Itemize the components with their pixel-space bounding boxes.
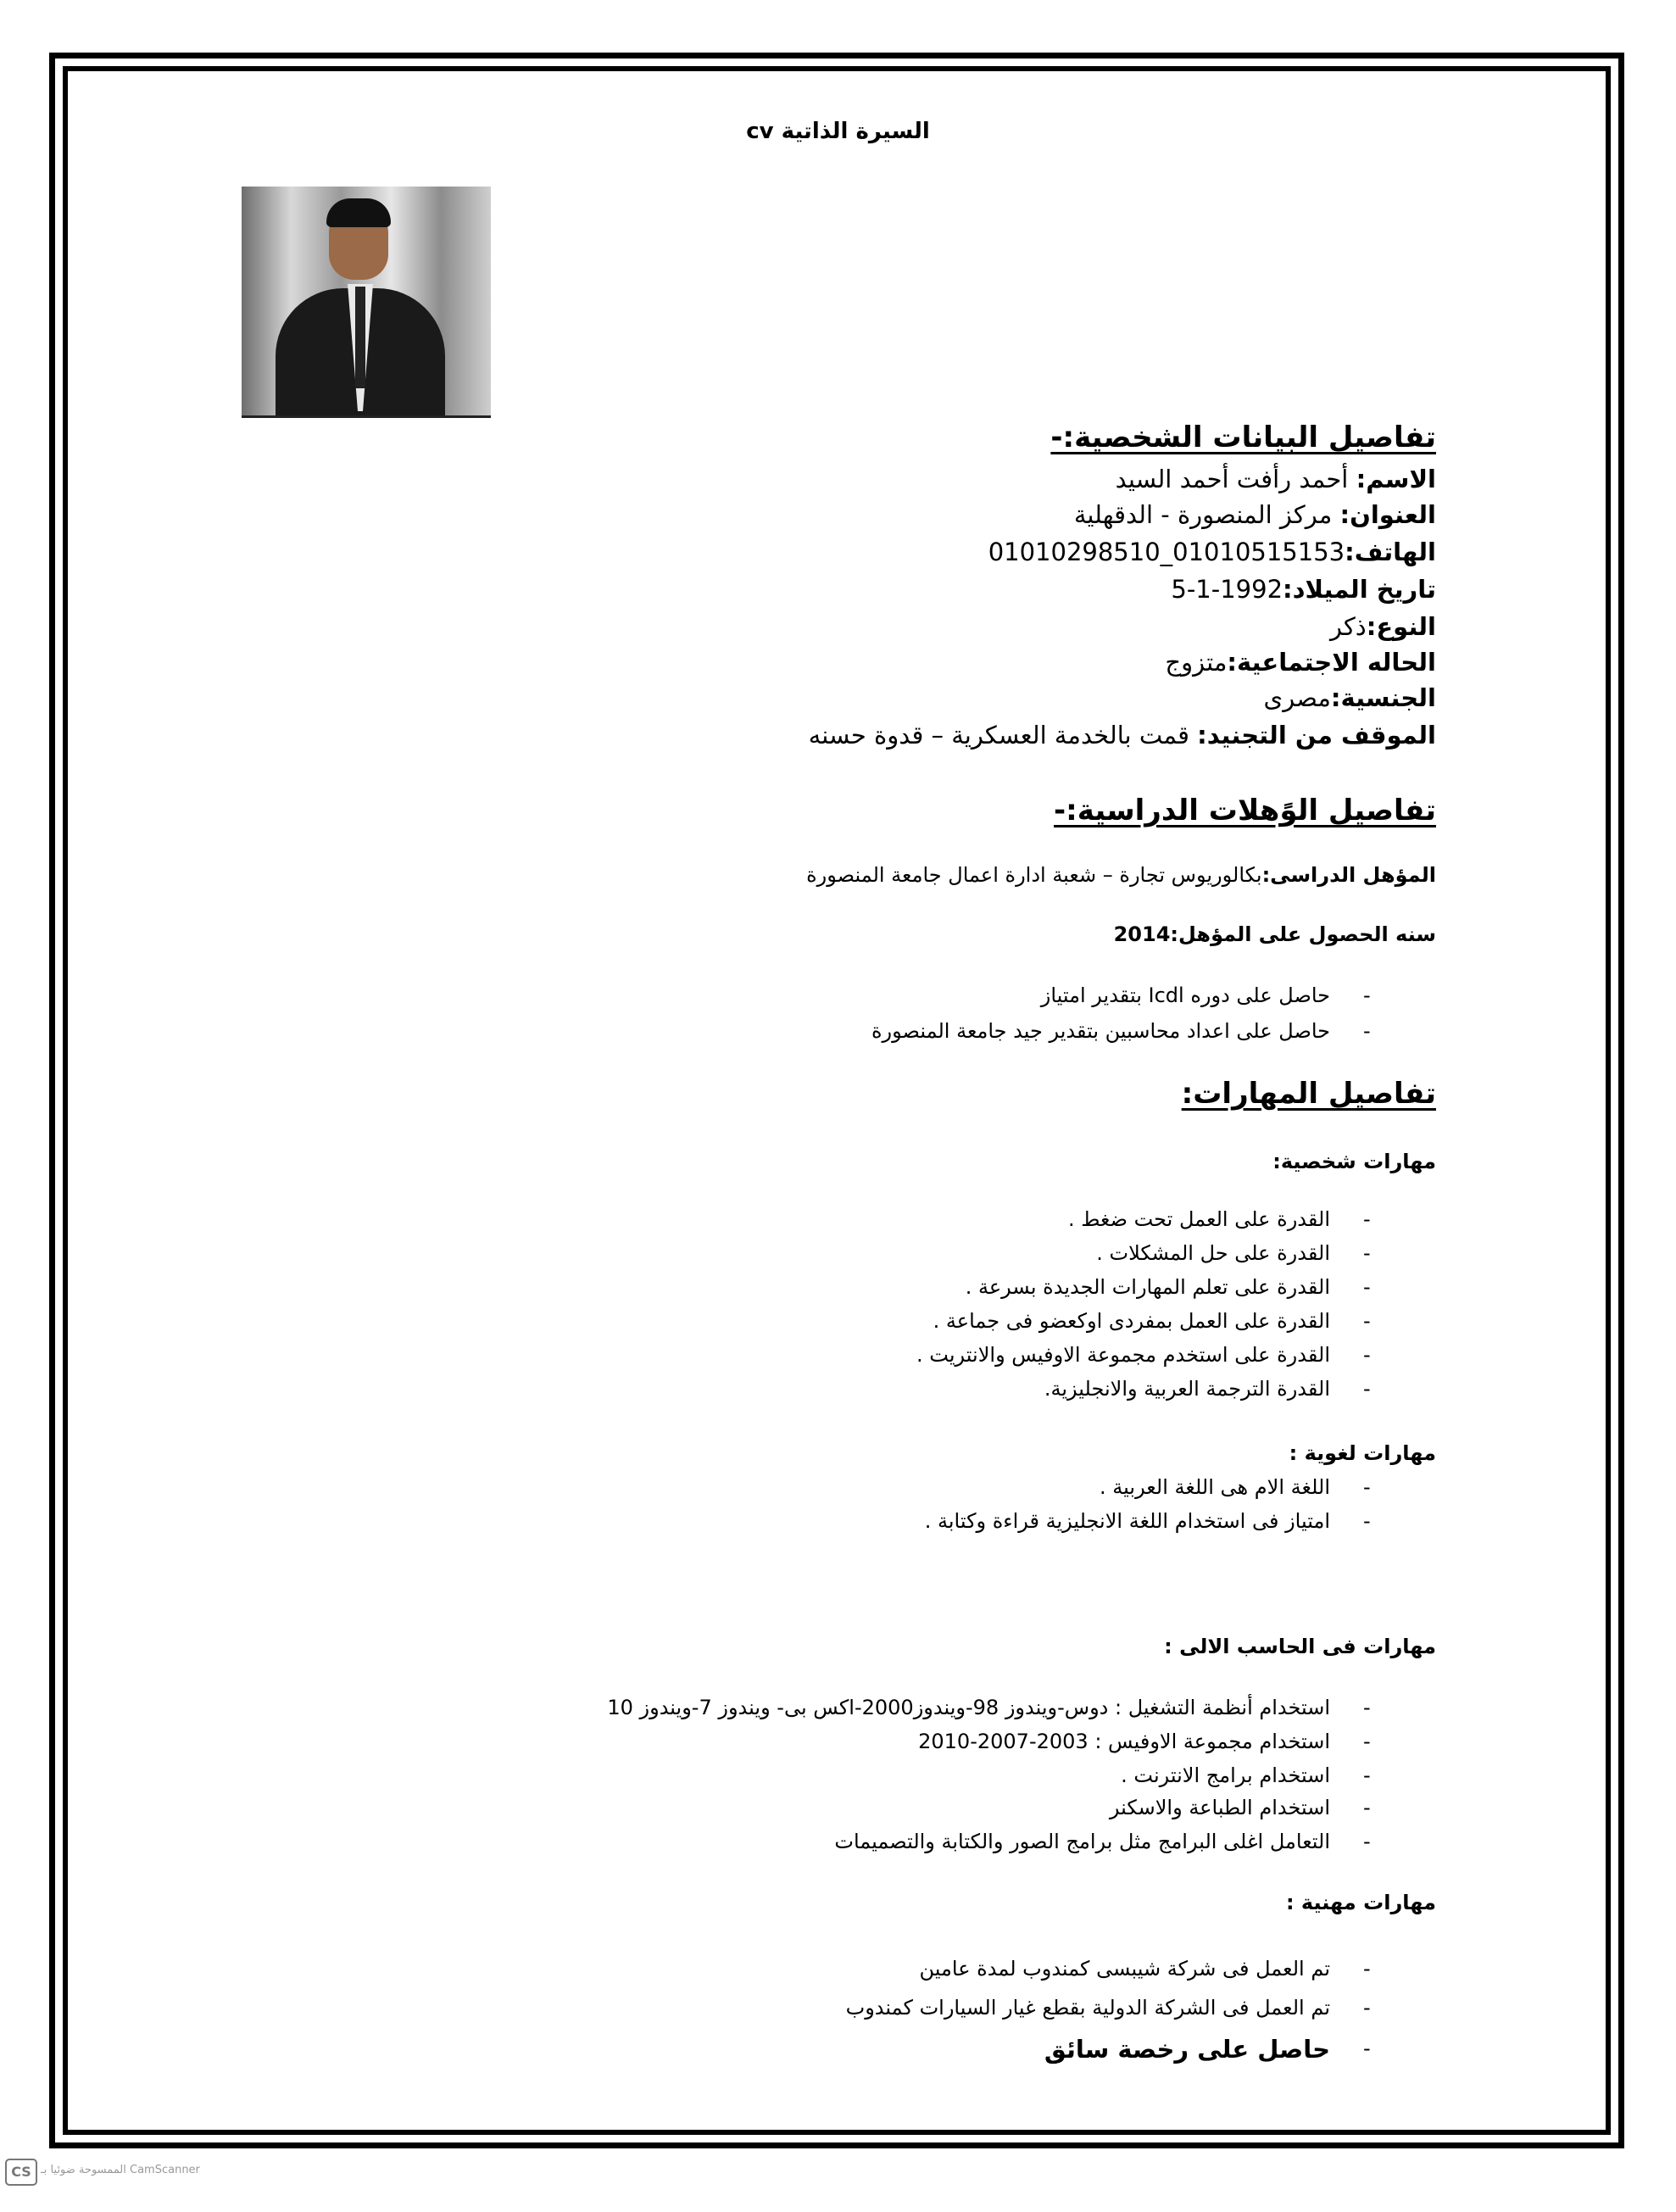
address-value: مركز المنصورة - الدقهلية — [1073, 500, 1340, 529]
name-value: أحمد رأفت أحمد السيد — [1115, 465, 1356, 493]
marital-row — [1165, 648, 1436, 677]
address-row — [1074, 500, 1436, 529]
computer-skills-heading: مهارات فى الحاسب الالى : — [1164, 1635, 1436, 1658]
personal-skills-heading: مهارات شخصية: — [1272, 1150, 1436, 1173]
language-skill-item: امتياز فى استخدام اللغة الانجليزية قراءة وكتابة . — [924, 1509, 1330, 1533]
address-label: العنوان: — [1339, 500, 1436, 529]
professional-skill-item: حاصل على رخصة سائق — [1044, 2035, 1330, 2064]
professional-skills-heading: مهارات مهنية : — [1285, 1891, 1436, 1914]
nationality-label: الجنسية: — [1330, 683, 1436, 712]
personal-skill-item: القدرة على استخدم مجموعة الاوفيس والانتريت . — [916, 1343, 1330, 1367]
year-row — [1114, 922, 1436, 946]
military-value: قمت بالخدمة العسكرية – قدوة حسنه — [808, 721, 1198, 749]
birth-row — [1171, 575, 1436, 604]
name-label: الاسم: — [1356, 465, 1436, 493]
profile-photo — [242, 187, 491, 418]
year-label: سنه الحصول على المؤهل: — [1170, 922, 1436, 946]
phone-row — [988, 538, 1436, 566]
professional-skill-item: تم العمل فى الشركة الدولية بقطع غيار السيارات كمندوب — [845, 1996, 1330, 2020]
gender-label: النوع: — [1366, 612, 1436, 641]
marital-value: متزوج — [1165, 648, 1228, 677]
language-skills-heading: مهارات لغوية : — [1289, 1441, 1436, 1465]
language-skill-item: اللغة الام هى اللغة العربية . — [1100, 1475, 1330, 1499]
phone-value: 01010298510_01010515153 — [988, 538, 1345, 566]
camscanner-logo: CS — [5, 2159, 37, 2186]
birth-label: تاريخ الميلاد: — [1283, 575, 1436, 604]
degree-value: بكالوريوس تجارة – شعبة ادارة اعمال جامعة المنصورة — [806, 863, 1262, 887]
personal-skill-item: القدرة الترجمة العربية والانجليزية. — [1044, 1377, 1330, 1401]
personal-heading: تفاصيل البيانات الشخصية:- — [1050, 421, 1436, 454]
personal-skill-item: القدرة على العمل تحت ضغط . — [1067, 1207, 1330, 1231]
birth-value: 5-1-1992 — [1171, 575, 1283, 604]
gender-row — [1330, 612, 1436, 641]
document-title: السيرة الذاتية cv — [746, 119, 930, 144]
professional-skill-item: تم العمل فى شركة شيبسى كمندوب لمدة عامين — [919, 1957, 1330, 1981]
military-row — [809, 721, 1436, 749]
personal-skill-item: القدرة على حل المشكلات . — [1096, 1241, 1330, 1265]
education-heading: تفاصيل الوًهلات الدراسية:- — [1054, 794, 1436, 827]
year-value: 2014 — [1113, 922, 1171, 946]
marital-label: الحاله الاجتماعية: — [1227, 648, 1436, 677]
name-row — [1116, 465, 1436, 493]
nationality-row — [1264, 683, 1437, 712]
computer-skill-item: استخدام مجموعة الاوفيس : 2003-2007-2010 — [918, 1730, 1330, 1753]
computer-skill-item: التعامل اغلى البرامج مثل برامج الصور والكتابة والتصميمات — [834, 1830, 1330, 1853]
phone-label: الهاتف: — [1345, 538, 1436, 566]
education-item: حاصل على دوره Icdl بتقدير امتياز — [1040, 983, 1330, 1007]
military-label: الموقف من التجنيد: — [1197, 721, 1436, 749]
computer-skill-item: استخدام برامج الانترنت . — [1121, 1763, 1330, 1787]
gender-value: ذكر — [1330, 612, 1367, 641]
education-item: حاصل على اعداد محاسبين بتقدير جيد جامعة المنصورة — [871, 1019, 1330, 1043]
computer-skill-item: استخدام أنظمة التشغيل : دوس-ويندوز 98-ويندوز2000-اكس بى- ويندوز 7-ويندوز 10 — [607, 1696, 1330, 1719]
camscanner-text: الممسوحة ضوئيا بـ CamScanner — [41, 2164, 200, 2176]
skills-heading: تفاصيل المهارات: — [1181, 1077, 1436, 1111]
personal-skill-item: القدرة على تعلم المهارات الجديدة بسرعة . — [965, 1275, 1330, 1299]
computer-skill-item: استخدام الطباعة والاسكنر — [1109, 1796, 1330, 1819]
nationality-value: مصرى — [1263, 683, 1331, 712]
personal-skill-item: القدرة على العمل بمفردى اوكعضو فى جماعة . — [933, 1309, 1330, 1333]
degree-label: المؤهل الدراسى: — [1261, 863, 1436, 887]
degree-row — [806, 863, 1436, 887]
